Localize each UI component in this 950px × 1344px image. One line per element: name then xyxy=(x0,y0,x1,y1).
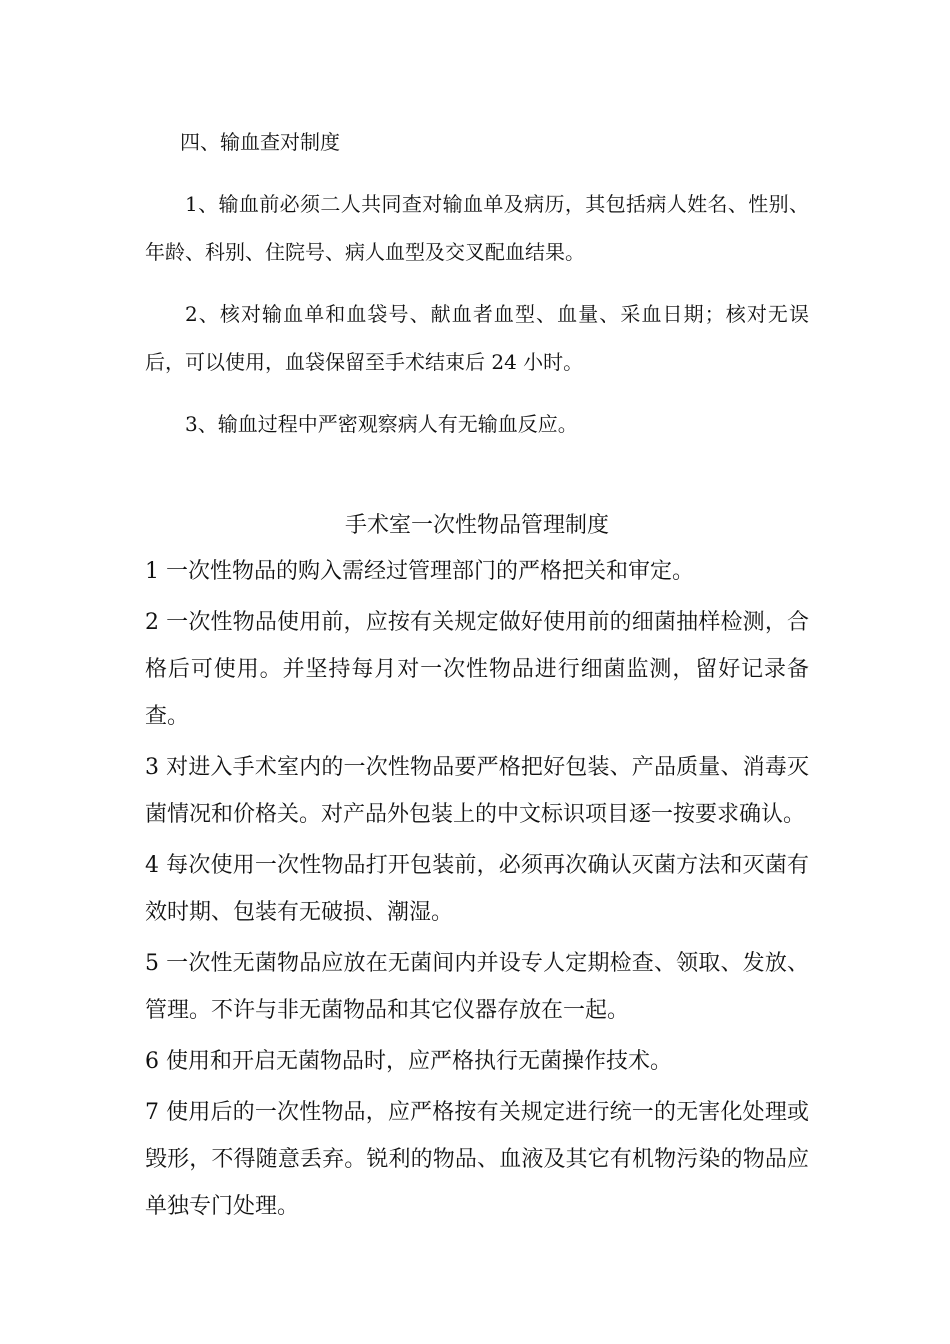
paragraph-item: 7 使用后的一次性物品，应严格按有关规定进行统一的无害化处理或毁形，不得随意丢弃。锐利的物品、血液及其它有机物污染的物品应单独专门处理。 xyxy=(145,1100,809,1219)
paragraph-item: 2、核对输血单和血袋号、献血者血型、血量、采血日期；核对无误后，可以使用，血袋保留至手术结束后 24 小时。 xyxy=(145,302,809,374)
section-transfusion-check xyxy=(145,118,809,448)
section-spacer xyxy=(145,462,809,506)
section-disposables-management xyxy=(145,506,809,1230)
paragraph-item: 1、输血前必须二人共同查对输血单及病历，其包括病人姓名、性别、年龄、科别、住院号、病人血型及交叉配血结果。 xyxy=(145,192,809,264)
section-title: 手术室一次性物品管理制度 xyxy=(344,513,609,538)
paragraph-item: 4 每次使用一次性物品打开包装前，必须再次确认灭菌方法和灭菌有效时期、包装有无破损、潮湿。 xyxy=(145,853,809,925)
document-content xyxy=(145,118,809,1234)
paragraph-item: 2 一次性物品使用前，应按有关规定做好使用前的细菌抽样检测，合格后可使用。并坚持每月对一次性物品进行细菌监测，留好记录备查。 xyxy=(145,610,809,729)
section-heading: 四、输血查对制度 xyxy=(180,130,340,154)
paragraph-item: 1 一次性物品的购入需经过管理部门的严格把关和审定。 xyxy=(145,559,694,584)
paragraph-item: 5 一次性无菌物品应放在无菌间内并设专人定期检查、领取、发放、管理。不许与非无菌物品和其它仪器存放在一起。 xyxy=(145,951,809,1023)
paragraph-item: 3、输血过程中严密观察病人有无输血反应。 xyxy=(185,412,578,436)
paragraph-item: 3 对进入手术室内的一次性物品要严格把好包装、产品质量、消毒灭菌情况和价格关。对产品外包装上的中文标识项目逐一按要求确认。 xyxy=(145,755,809,827)
paragraph-item: 6 使用和开启无菌物品时，应严格执行无菌操作技术。 xyxy=(145,1049,672,1074)
